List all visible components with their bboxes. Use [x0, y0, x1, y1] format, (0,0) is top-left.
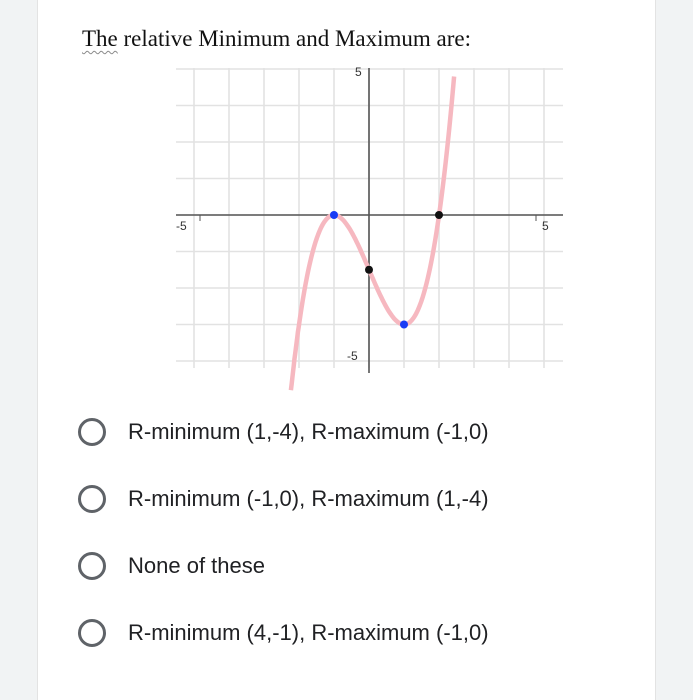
question-title-rest: relative Minimum and Maximum are: [117, 26, 471, 51]
option-label: None of these [128, 553, 265, 578]
option-label: R-minimum (-1,0), R-maximum (1,-4) [128, 486, 489, 511]
option-label: R-minimum (1,-4), R-maximum (-1,0) [128, 419, 489, 444]
question-card [37, 0, 656, 700]
question-title [82, 26, 471, 52]
x-axis-max-label: 5 [542, 219, 549, 233]
option-1[interactable] [78, 412, 638, 452]
graph-point-4 [435, 211, 443, 219]
option-2[interactable] [78, 479, 638, 519]
graph-point-3 [365, 266, 373, 274]
option-3[interactable] [78, 546, 638, 586]
graph-point-2 [400, 321, 408, 329]
radio-button-icon[interactable] [78, 485, 106, 513]
radio-button-icon[interactable] [78, 418, 106, 446]
question-title-first-word: The [82, 26, 118, 51]
y-axis-max-label: 5 [355, 65, 362, 79]
function-graph [138, 63, 549, 375]
function-graph-svg [138, 63, 549, 375]
graph-axes [176, 68, 563, 373]
option-4[interactable] [78, 613, 638, 653]
y-axis-min-label: -5 [347, 349, 358, 363]
x-axis-min-label: -5 [176, 219, 187, 233]
function-curve [291, 77, 454, 391]
radio-button-icon[interactable] [78, 552, 106, 580]
option-label: R-minimum (4,-1), R-maximum (-1,0) [128, 620, 489, 645]
radio-button-icon[interactable] [78, 619, 106, 647]
graph-point-1 [330, 211, 338, 219]
